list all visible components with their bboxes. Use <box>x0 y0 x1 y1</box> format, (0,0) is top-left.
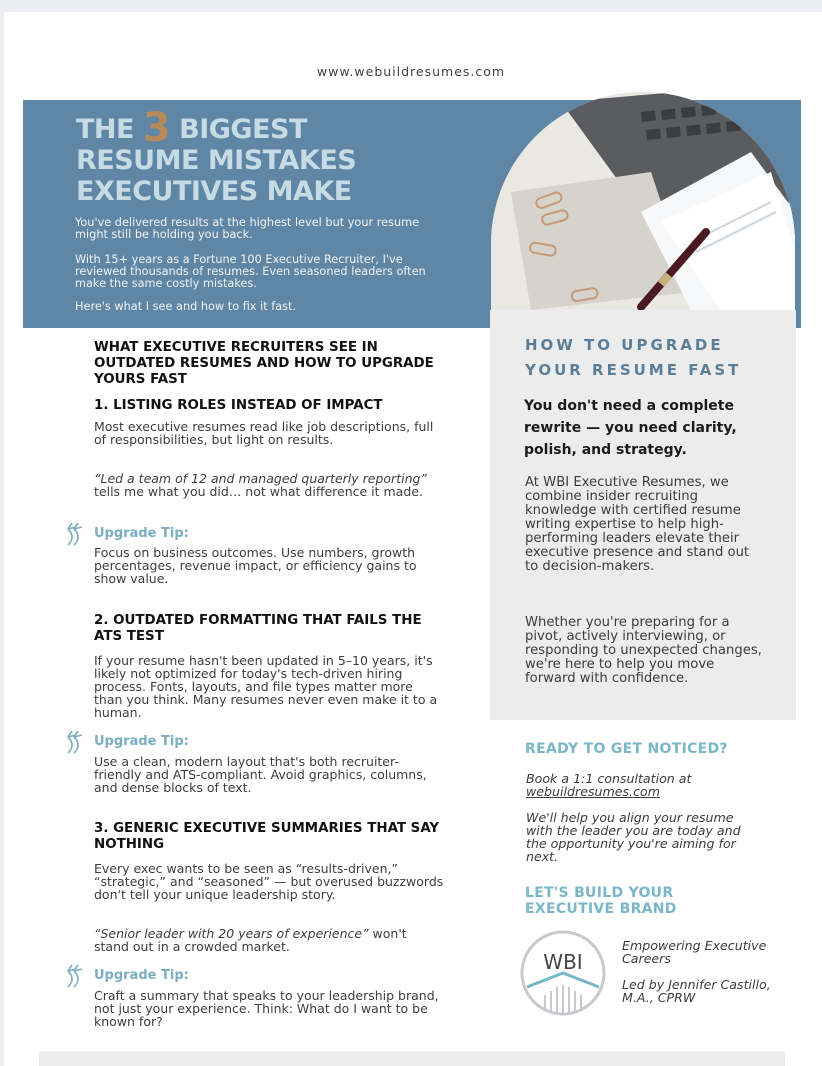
section-2-tip-label: Upgrade Tip: <box>94 734 189 749</box>
section-3-paragraph: Every exec wants to be seen as “results-driven,” “strategic,” and “seasoned” — but overused buzzwords don't tell your unique leadership story. <box>94 861 444 902</box>
page-title <box>76 105 357 207</box>
section-2-paragraph: If your resume hasn't been updated in 5–10 years, it's likely not optimized for today's tech-driven hiring process. Fonts, layouts, and file types matter more than you think. Many resumes never even make it to a human. <box>94 653 438 720</box>
main-heading: WHAT EXECUTIVE RECRUITERS SEE IN OUTDATED RESUMES AND HOW TO UPGRADE YOURS FAST <box>94 340 434 387</box>
section-3-quote-paragraph <box>94 927 444 953</box>
website-url: www.webuildresumes.com <box>316 64 506 79</box>
section-3-tip-text: Craft a summary that speaks to your leadership brand, not just your experience. Think: What do I want to be known for? <box>94 988 439 1029</box>
section-3-quote-rest: won't stand out in a crowded market. <box>94 926 407 954</box>
section-1-tip-text: Focus on business outcomes. Use numbers, growth percentages, revenue impact, or efficiency gains to show value. <box>94 545 417 586</box>
headline-number: 3 <box>142 105 171 151</box>
sidebar-heading-line1: HOW TO UPGRADE <box>525 336 724 354</box>
brand-heading-line2: EXECUTIVE BRAND <box>525 901 677 917</box>
section-1-quote-paragraph <box>94 472 444 498</box>
section-2-title: 2. OUTDATED FORMATTING THAT FAILS THE ATS TEST <box>94 613 422 644</box>
cta-book-text: Book a 1:1 consultation at <box>526 771 692 786</box>
brand-led-by: Led by Jennifer Castillo, M.A., CPRW <box>622 977 771 1005</box>
intro-paragraph-1: You've delivered results at the highest level but your resume might still be holding you back. <box>75 216 420 241</box>
brand-tagline: Empowering Executive Careers <box>622 938 767 966</box>
sidebar-heading-line2: YOUR RESUME FAST <box>525 361 742 379</box>
section-1-quote: “Led a team of 12 and managed quarterly reporting” <box>94 471 427 486</box>
logo-text: WBI <box>543 950 583 974</box>
sidebar-lead: You don't need a complete rewrite — you need clarity, polish, and strategy. <box>524 398 737 458</box>
cta-heading: READY TO GET NOTICED? <box>525 741 728 757</box>
headline-biggest: BIGGEST <box>179 114 307 145</box>
headline-the: THE <box>76 114 134 145</box>
headline-line2: RESUME MISTAKES <box>76 145 357 176</box>
section-1-title: 1. LISTING ROLES INSTEAD OF IMPACT <box>94 398 383 413</box>
sidebar-paragraph-2: Whether you're preparing for a pivot, actively interviewing, or responding to unexpected changes, we're here to help you move forward with confidence. <box>525 615 762 686</box>
sidebar-heading <box>525 333 741 383</box>
intro-paragraph-3: Here's what I see and how to fix it fast. <box>75 300 297 313</box>
footer-bar <box>39 1051 785 1066</box>
section-1-paragraph: Most executive resumes read like job descriptions, full of responsibilities, but light on results. <box>94 419 434 447</box>
upward-arrows-icon <box>62 961 86 989</box>
section-3-quote: “Senior leader with 20 years of experience” <box>94 926 369 941</box>
section-2-tip-text: Use a clean, modern layout that's both recruiter-friendly and ATS-compliant. Avoid graphics, columns, and dense blocks of text. <box>94 754 427 795</box>
cta-book <box>526 772 761 798</box>
cta-website-link[interactable]: webuildresumes.com <box>526 784 660 799</box>
section-3-title: 3. GENERIC EXECUTIVE SUMMARIES THAT SAY NOTHING <box>94 821 440 852</box>
upward-arrows-icon <box>62 519 86 547</box>
brand-heading <box>525 885 677 917</box>
section-3-tip-label: Upgrade Tip: <box>94 968 189 983</box>
intro-paragraph-2: With 15+ years as a Fortune 100 Executive Recruiter, I've reviewed thousands of resumes. Even seasoned leaders often make the same costly mistakes. <box>75 253 426 290</box>
section-1-quote-rest: tells me what you did… not what difference it made. <box>94 484 423 499</box>
sidebar-paragraph-1: At WBI Executive Resumes, we combine insider recruiting knowledge with certified resume writing expertise to help high-performing leaders elevate their executive presence and stand out to decision-makers. <box>525 475 750 574</box>
upward-arrows-icon <box>62 727 86 755</box>
headline-line3: EXECUTIVES MAKE <box>76 176 352 207</box>
cta-help-text: We'll help you align your resume with the leader you are today and the opportunity you're aiming for next. <box>526 810 741 864</box>
wbi-logo <box>519 929 607 1017</box>
section-1-tip-label: Upgrade Tip: <box>94 526 189 541</box>
brand-heading-line1: LET'S BUILD YOUR <box>525 885 674 901</box>
